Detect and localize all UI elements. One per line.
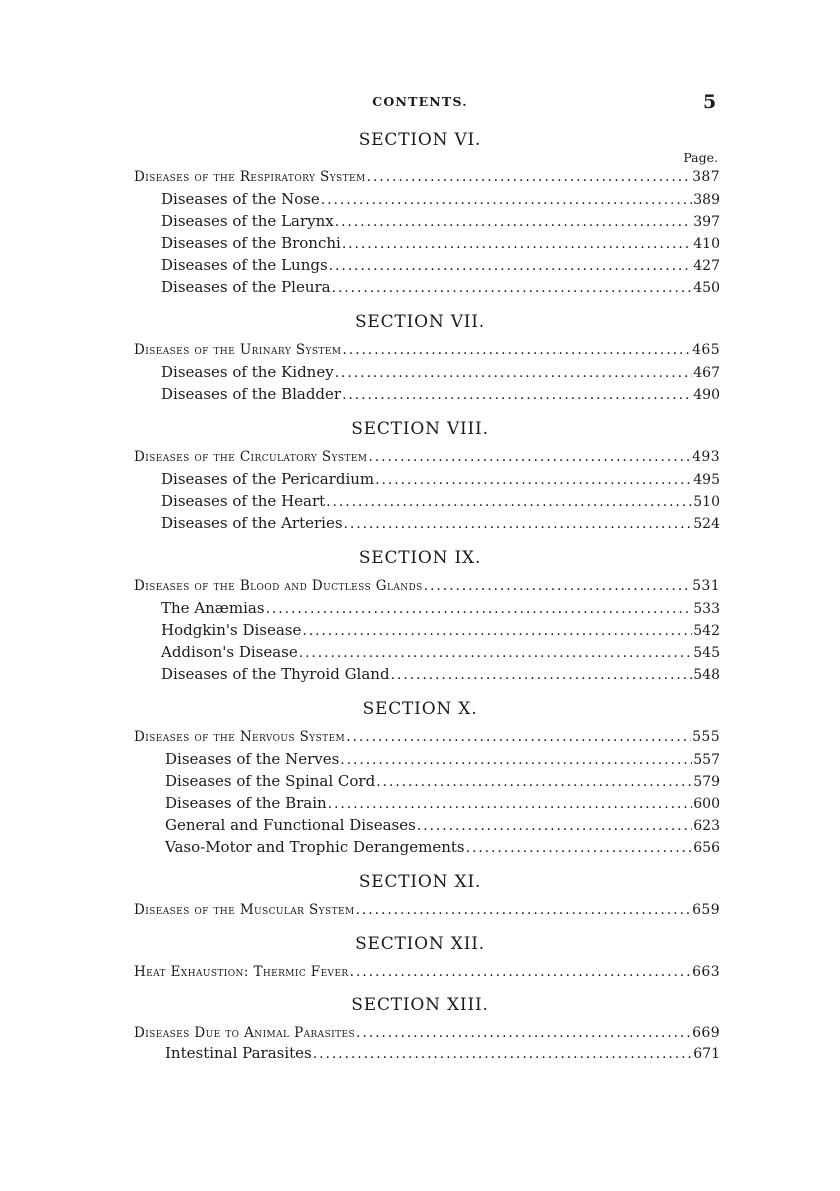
toc-entry-page: 671 [693, 1046, 720, 1062]
section-heading-xiii: SECTION XIII. [351, 995, 489, 1015]
toc-entry-arteries [161, 513, 720, 534]
toc-entry-bladder [161, 384, 720, 405]
toc-entry-page: 493 [692, 449, 720, 465]
leader-dots [350, 962, 691, 983]
leader-dots [356, 1023, 691, 1044]
toc-entry-page: 600 [693, 796, 720, 812]
toc-entry-page: 410 [693, 236, 720, 252]
section-heading-ix: SECTION IX. [358, 548, 482, 568]
leader-dots [375, 470, 692, 490]
leader-dots [329, 256, 693, 276]
toc-entry-page: 495 [693, 472, 720, 488]
toc-entry-title: Diseases of the Lungs [161, 256, 328, 274]
toc-entry-blood-ductless-glands [134, 576, 720, 597]
toc-entry-title: Diseases of the Thyroid Gland [161, 665, 390, 683]
toc-entry-page: 531 [692, 578, 720, 594]
toc-entry-bronchi [161, 233, 720, 254]
section-heading-vi: SECTION VI. [358, 130, 482, 150]
leader-dots [344, 514, 693, 534]
toc-entry-page: 669 [692, 1025, 720, 1041]
leader-dots [340, 750, 692, 770]
leader-dots [326, 492, 692, 512]
toc-entry-nerves [165, 749, 720, 770]
running-title: CONTENTS. [372, 94, 468, 109]
toc-entry-title: Diseases of the Pericardium [161, 470, 375, 488]
toc-entry-title: Heat Exhaustion: Thermic Fever [134, 964, 349, 980]
toc-entry-title: Diseases of the Blood and Ductless Glands [134, 578, 423, 594]
toc-entry-title: Diseases of the Larynx [161, 212, 334, 230]
toc-entry-page: 579 [693, 774, 720, 790]
toc-entry-respiratory-system [134, 167, 720, 188]
toc-entry-title: Diseases of the Nervous System [134, 729, 346, 745]
toc-entry-page: 510 [693, 494, 720, 510]
leader-dots [368, 447, 691, 468]
toc-entry-title: Diseases of the Heart [161, 492, 326, 510]
toc-entry-page: 397 [693, 214, 720, 230]
running-head [0, 92, 840, 114]
toc-entry-title: Diseases of the Kidney [161, 363, 334, 381]
leader-dots [466, 838, 693, 858]
toc-entry-title: Diseases of the Urinary System [134, 342, 342, 358]
leader-dots [266, 599, 693, 619]
leader-dots [356, 900, 692, 921]
toc-entry-lungs [161, 255, 720, 276]
toc-entry-hodgkins-disease [161, 620, 720, 641]
toc-entry-page: 557 [693, 752, 720, 768]
leader-dots [417, 816, 692, 836]
leader-dots [313, 1044, 693, 1064]
toc-entry-title: Diseases of the Spinal Cord [165, 772, 376, 790]
toc-entry-title: Diseases of the Nose [161, 190, 320, 208]
toc-entry-page: 659 [692, 902, 720, 918]
toc-entry-title: Diseases of the Circulatory System [134, 449, 368, 465]
leader-dots [342, 385, 692, 405]
toc-entry-vaso-motor [165, 837, 720, 858]
toc-entry-title: Addison's Disease [161, 643, 298, 661]
toc-entry-page: 465 [692, 342, 720, 358]
toc-entry-page: 548 [693, 667, 720, 683]
toc-entry-intestinal-parasites [165, 1043, 720, 1064]
section-heading-viii: SECTION VIII. [351, 419, 489, 439]
toc-entry-title: Diseases of the Bronchi [161, 234, 341, 252]
toc-entry-nervous-system [134, 727, 720, 748]
leader-dots [321, 190, 692, 210]
toc-entry-page: 545 [693, 645, 720, 661]
toc-entry-kidney [161, 362, 720, 383]
leader-dots [335, 212, 693, 232]
toc-entry-urinary-system [134, 340, 720, 361]
toc-entry-page: 623 [693, 818, 720, 834]
toc-entry-title: The Anæmias [161, 599, 265, 617]
toc-entry-addisons-disease [161, 642, 720, 663]
toc-entry-page: 533 [693, 601, 720, 617]
toc-entry-title: Diseases of the Pleura [161, 278, 331, 296]
leader-dots [342, 234, 692, 254]
toc-entry-title: Hodgkin's Disease [161, 621, 302, 639]
toc-entry-title: Diseases Due to Animal Parasites [134, 1025, 356, 1041]
toc-entry-page: 555 [692, 729, 720, 745]
toc-entry-circulatory-system [134, 447, 720, 468]
leader-dots [302, 621, 692, 641]
toc-entry-pericardium [161, 469, 720, 490]
leader-dots [367, 167, 691, 188]
toc-entry-title: Diseases of the Bladder [161, 385, 342, 403]
toc-entry-page: 524 [693, 516, 720, 532]
toc-entry-anaemias [161, 598, 720, 619]
toc-entry-animal-parasites [134, 1023, 720, 1044]
toc-entry-page: 490 [693, 387, 720, 403]
toc-entry-thyroid-gland [161, 664, 720, 685]
toc-entry-title: Vaso-Motor and Trophic Derangements [165, 838, 465, 856]
section-heading-xii: SECTION XII. [355, 934, 485, 954]
leader-dots [376, 772, 692, 792]
toc-entry-pleura [161, 277, 720, 298]
toc-entry-title: Intestinal Parasites [165, 1044, 312, 1062]
toc-entry-title: Diseases of the Nerves [165, 750, 340, 768]
section-heading-xi: SECTION XI. [358, 872, 482, 892]
leader-dots [391, 665, 693, 685]
leader-dots [328, 794, 693, 814]
toc-entry-heart [161, 491, 720, 512]
leader-dots [342, 340, 691, 361]
toc-entry-functional-diseases [165, 815, 720, 836]
toc-entry-nose [161, 189, 720, 210]
section-heading-x: SECTION X. [362, 699, 478, 719]
toc-entry-page: 542 [693, 623, 720, 639]
leader-dots [332, 278, 693, 298]
toc-entry-page: 427 [693, 258, 720, 274]
toc-entry-brain [165, 793, 720, 814]
toc-entry-page: 663 [692, 964, 720, 980]
leader-dots [346, 727, 691, 748]
toc-entry-title: General and Functional Diseases [165, 816, 416, 834]
toc-entry-title: Diseases of the Muscular System [134, 902, 355, 918]
toc-entry-page: 656 [693, 840, 720, 856]
toc-entry-title: Diseases of the Arteries [161, 514, 343, 532]
page-number: 5 [703, 91, 717, 113]
toc-entry-larynx [161, 211, 720, 232]
leader-dots [424, 576, 691, 597]
toc-entry-heat-exhaustion [134, 962, 720, 983]
toc-entry-title: Diseases of the Respiratory System [134, 169, 366, 185]
page-column-label: Page. [683, 150, 718, 165]
toc-entry-page: 467 [693, 365, 720, 381]
section-heading-vii: SECTION VII. [354, 312, 486, 332]
toc-entry-page: 450 [693, 280, 720, 296]
toc-entry-muscular-system [134, 900, 720, 921]
toc-entry-page: 387 [692, 169, 720, 185]
leader-dots [299, 643, 693, 663]
toc-entry-title: Diseases of the Brain [165, 794, 327, 812]
leader-dots [335, 363, 693, 383]
toc-entry-spinal-cord [165, 771, 720, 792]
toc-entry-page: 389 [693, 192, 720, 208]
